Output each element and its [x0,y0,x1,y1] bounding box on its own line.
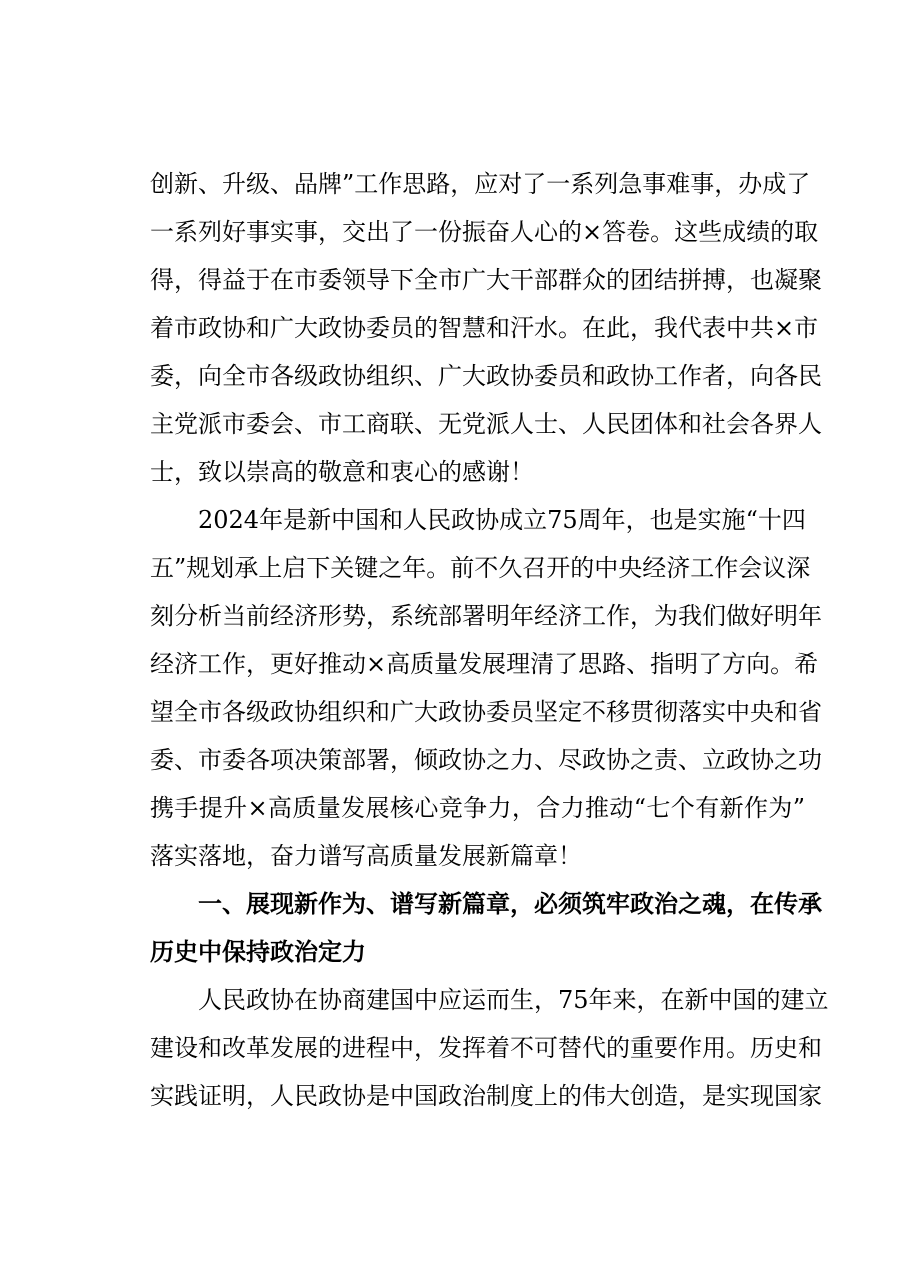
body-text-line: 经济工作，更好推动×高质量发展理清了思路、指明了方向。希 [150,650,819,678]
body-text-line: 建设和改革发展的进程中，发挥着不可替代的重要作用。历史和 [150,1034,822,1062]
body-text-line: 主党派市委会、市工商联、无党派人士、人民团体和社会各界人 [150,410,822,438]
body-text-line: 得，得益于在市委领导下全市广大干部群众的团结拼搏，也凝聚 [150,266,822,294]
body-text-line: 一系列好事实事，交出了一份振奋人心的×答卷。这些成绩的取 [150,218,819,246]
section-heading: 历史中保持政治定力 [150,938,366,966]
body-text-line: 落实落地，奋力谱写高质量发展新篇章！ [150,842,582,870]
body-text-line: 士，致以崇高的敬意和衷心的感谢！ [150,458,534,486]
body-text-line: 望全市各级政协组织和广大政协委员坚定不移贯彻落实中央和省 [150,698,822,726]
body-text-line: 创新、升级、品牌”工作思路，应对了一系列急事难事，办成了 [150,170,811,198]
body-text-line: 实践证明，人民政协是中国政治制度上的伟大创造，是实现国家 [150,1082,822,1110]
body-text-line: 携手提升×高质量发展核心竞争力，合力推动“七个有新作为” [150,794,805,822]
body-text-line: 委、市委各项决策部署，倾政协之力、尽政协之责、立政协之功 [150,746,822,774]
body-text-line: 五”规划承上启下关键之年。前不久召开的中央经济工作会议深 [150,554,811,582]
body-text-line: 刻分析当前经济形势，系统部署明年经济工作，为我们做好明年 [150,602,822,630]
body-text-line: 2024年是新中国和人民政协成立75周年，也是实施“十四 [198,506,806,534]
body-text-line: 着市政协和广大政协委员的智慧和汗水。在此，我代表中共×市 [150,314,819,342]
body-text-line: 委，向全市各级政协组织、广大政协委员和政协工作者，向各民 [150,362,822,390]
body-text-line: 人民政协在协商建国中应运而生，75年来，在新中国的建立 [198,986,829,1014]
section-heading: 一、展现新作为、谱写新篇章，必须筑牢政治之魂，在传承 [198,890,822,918]
